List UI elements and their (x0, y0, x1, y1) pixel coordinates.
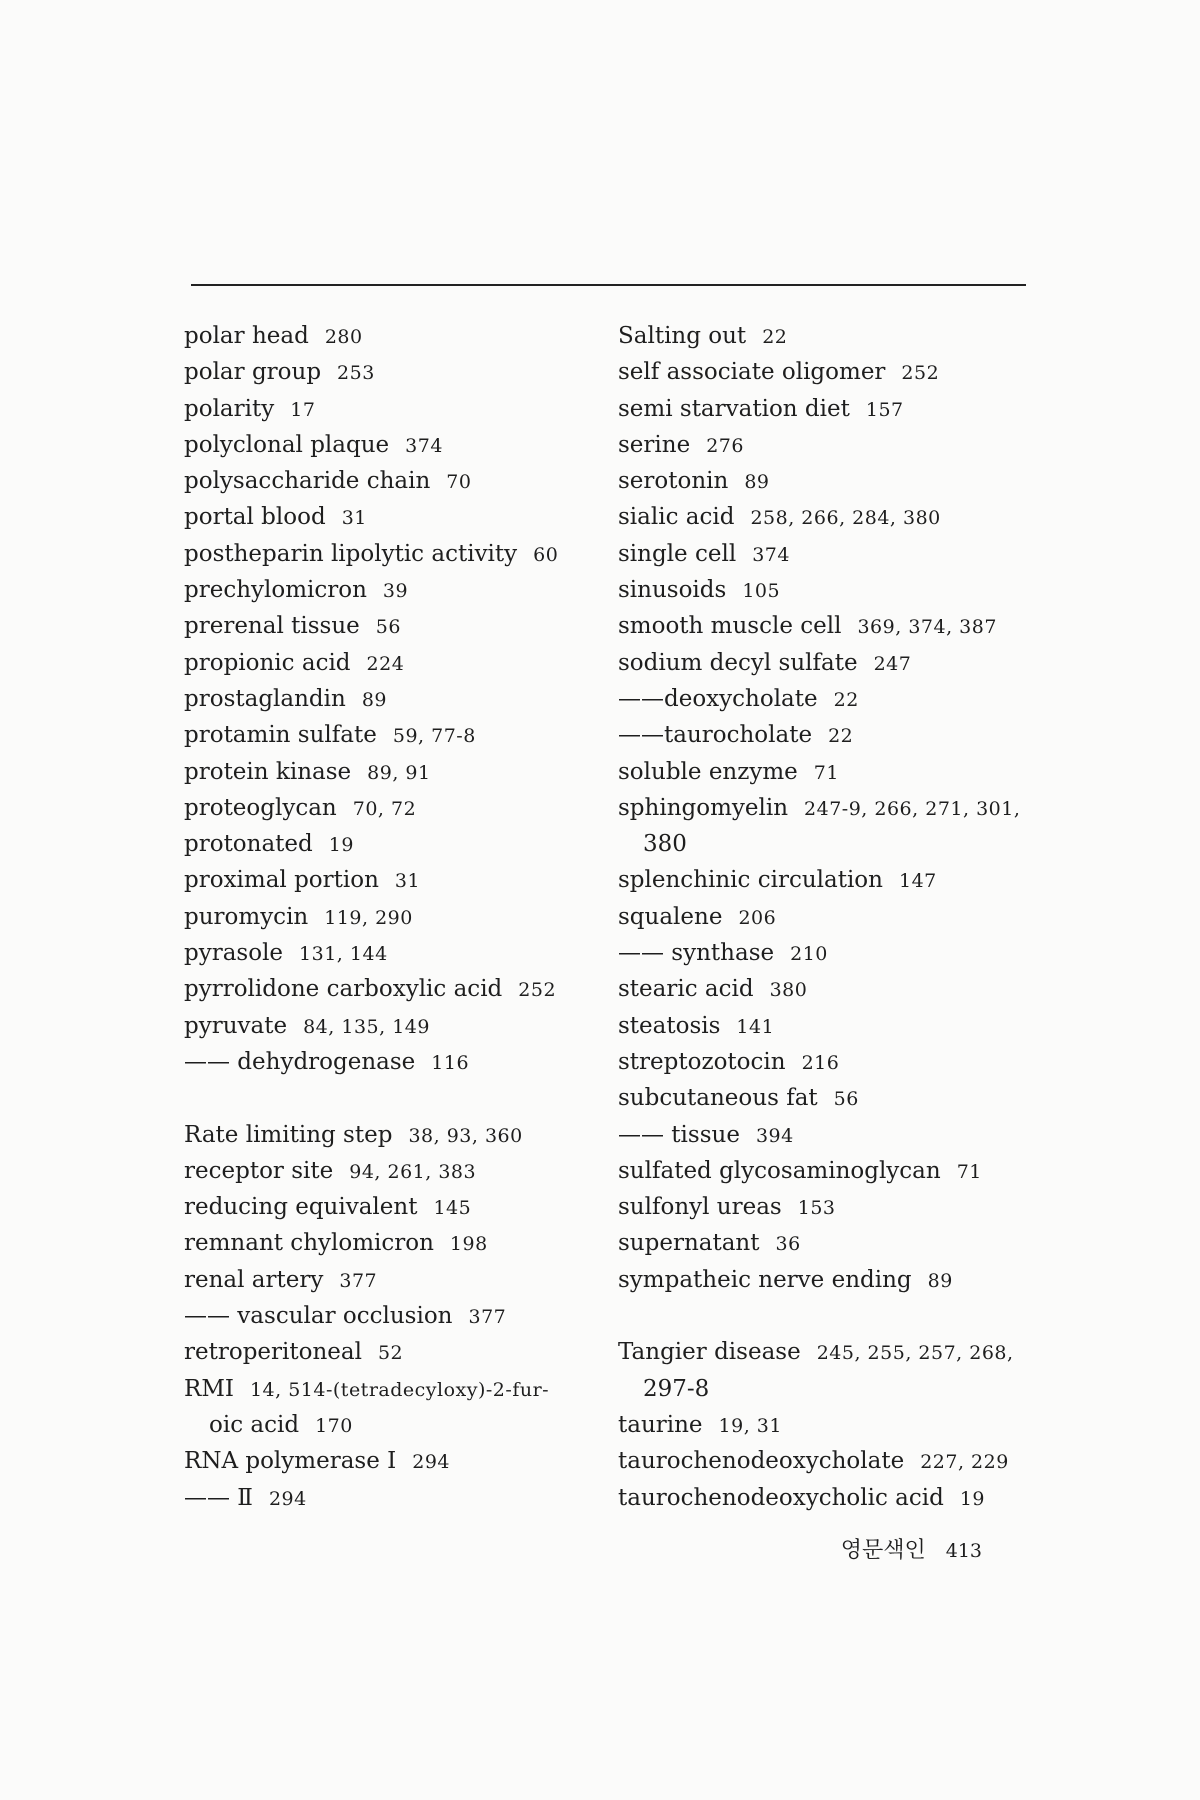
index-entry (184, 862, 604, 898)
index-term: oic acid (209, 1411, 300, 1438)
index-pages: 56 (833, 1088, 859, 1111)
index-entry (618, 1008, 1038, 1044)
index-pages: 245, 255, 257, 268, (816, 1342, 1014, 1365)
index-entry (618, 499, 1038, 535)
index-term: 297-8 (643, 1375, 710, 1402)
index-entry (184, 826, 604, 862)
index-term: sulfated glycosaminoglycan (618, 1157, 941, 1184)
index-entry (184, 899, 604, 935)
index-pages: 38, 93, 360 (408, 1124, 523, 1147)
index-pages: 31 (394, 870, 421, 893)
index-entry (618, 826, 1038, 862)
index-term: pyrrolidone carboxylic acid (184, 976, 503, 1003)
index-term: —— vascular occlusion (184, 1303, 453, 1330)
index-term: taurochenodeoxycholate (618, 1448, 905, 1475)
index-pages: 39 (382, 580, 409, 603)
index-entry (184, 1443, 604, 1479)
index-term: pyrasole (184, 940, 284, 967)
index-term: polarity (184, 395, 275, 422)
index-pages: 147 (898, 870, 937, 893)
index-term: receptor site (184, 1157, 334, 1184)
index-entry (184, 572, 604, 608)
index-term: prechylomicron (184, 577, 367, 604)
index-pages: 22 (762, 326, 788, 348)
index-term: ——taurocholate (618, 722, 813, 749)
index-term: prerenal tissue (184, 613, 360, 640)
index-entry (184, 463, 604, 499)
index-pages: 19 (328, 834, 354, 857)
index-entry (184, 790, 604, 826)
index-entry (618, 318, 1038, 354)
index-entry (618, 463, 1038, 499)
index-term: squalene (618, 903, 723, 930)
index-entry (618, 935, 1038, 971)
index-entry (618, 1443, 1038, 1479)
index-entry (618, 1117, 1038, 1153)
index-pages: 52 (377, 1342, 404, 1365)
index-entry (184, 681, 604, 717)
index-entry (618, 1407, 1038, 1443)
index-pages: 252 (901, 362, 940, 385)
index-pages: 252 (518, 979, 557, 1002)
index-entry (184, 427, 604, 463)
index-entry (184, 1298, 604, 1334)
index-pages: 141 (736, 1015, 775, 1038)
index-pages: 116 (431, 1051, 470, 1074)
index-term: postheparin lipolytic activity (184, 540, 518, 567)
index-term: retroperitoneal (184, 1339, 362, 1366)
index-term: pyruvate (184, 1012, 288, 1039)
index-entry (618, 717, 1038, 753)
index-pages: 170 (315, 1414, 353, 1437)
index-entry (618, 790, 1038, 826)
index-pages: 70, 72 (352, 797, 417, 820)
index-term: sulfonyl ureas (618, 1194, 782, 1221)
index-term: protein kinase (184, 758, 352, 785)
index-entry (618, 1480, 1038, 1516)
index-entry (184, 608, 604, 644)
index-term: polar group (184, 359, 322, 386)
index-pages: 105 (742, 580, 781, 603)
index-term: subcutaneous fat (618, 1085, 818, 1112)
index-term: soluble enzyme (618, 758, 798, 785)
index-entry (618, 862, 1038, 898)
index-pages: 19 (959, 1487, 986, 1510)
index-entry (184, 1480, 604, 1516)
index-term: sympatheic nerve ending (618, 1266, 912, 1293)
index-pages: 14, 514-(tetradecyloxy)-2-fur- (249, 1378, 550, 1401)
index-pages: 157 (865, 398, 904, 421)
index-term: splenchinic circulation (618, 867, 883, 894)
index-entry (618, 1153, 1038, 1189)
index-entry (184, 536, 604, 572)
index-term: Tangier disease (618, 1339, 801, 1366)
index-entry (184, 499, 604, 535)
index-pages: 89 (927, 1269, 953, 1292)
index-term: —— tissue (618, 1121, 740, 1148)
index-pages: 36 (775, 1233, 801, 1256)
index-term: taurochenodeoxycholic acid (618, 1484, 944, 1511)
index-term: proteoglycan (184, 794, 337, 821)
index-pages: 153 (797, 1197, 836, 1220)
index-pages: 206 (738, 906, 777, 929)
page-footer (841, 1533, 982, 1564)
index-entry (184, 935, 604, 971)
index-pages: 31 (341, 507, 367, 530)
index-term: propionic acid (184, 649, 351, 676)
index-pages: 294 (268, 1487, 307, 1510)
index-pages: 59, 77-8 (392, 725, 476, 748)
index-entry (618, 572, 1038, 608)
index-term: prostaglandin (184, 685, 346, 712)
index-entry (618, 427, 1038, 463)
index-entry (184, 754, 604, 790)
index-entry (184, 318, 604, 354)
index-pages: 280 (324, 326, 363, 348)
index-term: supernatant (618, 1230, 760, 1257)
index-entry (184, 717, 604, 753)
index-term: streptozotocin (618, 1048, 786, 1075)
index-term: steatosis (618, 1012, 721, 1039)
header-rule (191, 284, 1026, 286)
index-term: smooth muscle cell (618, 613, 842, 640)
index-pages: 276 (706, 434, 744, 457)
index-entry (184, 354, 604, 390)
index-pages: 374 (752, 543, 790, 566)
index-pages: 369, 374, 387 (857, 616, 997, 639)
index-pages: 22 (828, 725, 854, 748)
index-term: sinusoids (618, 577, 727, 604)
index-entry (618, 645, 1038, 681)
index-pages: 294 (412, 1451, 450, 1474)
index-entry (184, 1407, 604, 1443)
index-entry (184, 1334, 604, 1370)
index-entry (184, 1117, 604, 1153)
index-entry (184, 1044, 604, 1080)
index-pages: 84, 135, 149 (303, 1015, 430, 1038)
index-term: reducing equivalent (184, 1194, 418, 1221)
index-term: ——deoxycholate (618, 685, 818, 712)
index-entry (618, 754, 1038, 790)
index-entry (618, 899, 1038, 935)
index-pages: 94, 261, 383 (349, 1160, 477, 1183)
index-entry (184, 645, 604, 681)
index-term: stearic acid (618, 976, 754, 1003)
index-term: 380 (643, 831, 687, 858)
index-entry (184, 1225, 604, 1261)
index-entry (618, 1189, 1038, 1225)
index-entry (618, 608, 1038, 644)
index-pages: 247 (873, 652, 912, 675)
index-term: serine (618, 431, 691, 458)
index-pages: 22 (833, 688, 859, 711)
index-term: remnant chylomicron (184, 1230, 434, 1257)
index-pages: 19, 31 (718, 1414, 782, 1437)
index-term: —— dehydrogenase (184, 1048, 416, 1075)
index-term: polysaccharide chain (184, 468, 431, 495)
index-entry (184, 391, 604, 427)
index-column-left (184, 318, 604, 1516)
index-pages: 89 (744, 471, 770, 494)
index-term: puromycin (184, 903, 309, 930)
index-pages: 198 (449, 1233, 488, 1256)
index-term: sialic acid (618, 504, 735, 531)
index-term: Salting out (618, 323, 747, 349)
index-term: renal artery (184, 1266, 324, 1293)
index-term: —— synthase (618, 940, 775, 967)
index-pages: 377 (468, 1306, 507, 1329)
index-pages: 60 (533, 543, 559, 566)
index-entry (618, 681, 1038, 717)
index-pages: 394 (755, 1124, 794, 1147)
index-term: —— Ⅱ (184, 1484, 253, 1511)
index-entry (618, 354, 1038, 390)
page-number: 413 (945, 1540, 982, 1562)
index-pages: 119, 290 (324, 906, 413, 929)
section-title: 영문색인 (840, 1538, 926, 1563)
index-pages: 210 (790, 943, 828, 966)
index-pages: 131, 144 (299, 943, 388, 966)
index-entry (618, 1334, 1038, 1370)
index-term: proximal portion (184, 867, 379, 894)
index-entry (618, 1044, 1038, 1080)
index-term: sphingomyelin (618, 794, 789, 821)
index-pages: 70 (446, 471, 472, 494)
index-pages: 224 (366, 652, 405, 675)
index-pages: 247-9, 266, 271, 301, (804, 797, 1021, 820)
index-pages: 89 (361, 688, 388, 711)
index-column-right (618, 318, 1038, 1516)
index-entry (184, 1008, 604, 1044)
index-term: protamin sulfate (184, 722, 377, 749)
index-term: Rate limiting step (184, 1121, 393, 1148)
index-entry (618, 391, 1038, 427)
index-pages: 253 (337, 362, 375, 385)
index-entry (618, 1262, 1038, 1298)
index-entry (618, 1225, 1038, 1261)
index-pages: 377 (339, 1269, 378, 1292)
index-pages: 71 (813, 761, 839, 784)
index-term: self associate oligomer (618, 359, 886, 386)
index-entry (184, 1262, 604, 1298)
index-pages: 216 (801, 1051, 840, 1074)
index-entry (618, 1080, 1038, 1116)
index-term: RNA polymerase Ⅰ (184, 1448, 397, 1475)
index-term: serotonin (618, 468, 729, 495)
index-pages: 380 (769, 979, 808, 1002)
index-pages: 89, 91 (367, 761, 431, 784)
index-entry (618, 536, 1038, 572)
index-entry (618, 1371, 1038, 1407)
index-pages: 71 (956, 1160, 982, 1183)
index-term: semi starvation diet (618, 395, 850, 422)
index-term: sodium decyl sulfate (618, 649, 858, 676)
index-entry (184, 1153, 604, 1189)
index-entry (184, 1189, 604, 1225)
index-term: RMI (184, 1375, 234, 1402)
index-term: polar head (184, 323, 309, 349)
index-pages: 374 (405, 434, 443, 457)
index-term: portal blood (184, 504, 326, 531)
index-pages: 258, 266, 284, 380 (750, 507, 941, 530)
index-pages: 227, 229 (920, 1451, 1009, 1474)
index-term: protonated (184, 831, 313, 858)
index-pages: 17 (290, 398, 316, 421)
index-pages: 145 (433, 1197, 472, 1220)
index-entry (618, 971, 1038, 1007)
index-term: single cell (618, 540, 737, 567)
index-term: taurine (618, 1411, 703, 1438)
index-term: polyclonal plaque (184, 431, 390, 458)
index-pages: 56 (375, 616, 401, 639)
index-entry (184, 1371, 604, 1407)
index-entry (184, 971, 604, 1007)
